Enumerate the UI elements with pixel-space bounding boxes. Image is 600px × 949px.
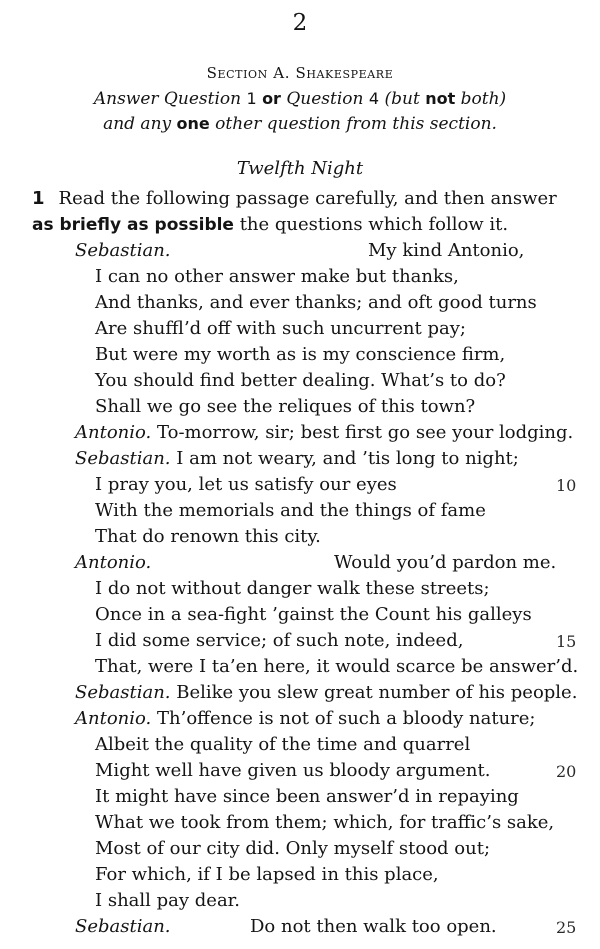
passage-line: Would you’d pardon me. [334,552,557,573]
play-title: Twelfth Night [236,158,364,179]
instruction-text: other question from this section. [215,114,497,134]
passage-line [75,448,519,469]
instruction-text: 4 [368,89,380,108]
instruction-text: (but [384,89,420,109]
question-emphasis: as briefly as possible [32,215,234,235]
passage-line: It might have since been answer’d in repaying [95,786,519,807]
passage-line: Are shuffl’d off with such uncurrent pay; [95,318,466,339]
page-number: 2 [292,10,308,36]
instruction-text: Answer Question [93,89,242,109]
passage-line: Shall we go see the reliques of this town? [95,396,476,417]
line-number: 25 [556,918,577,937]
speaker-name: Antonio. [75,422,152,443]
question-line-2 [32,214,580,235]
question-number: 1 [32,188,45,209]
speaker-name: Sebastian. [75,682,171,703]
passage-line [75,916,171,937]
question-text: the questions which follow it. [239,214,509,235]
line-number: 10 [556,476,577,495]
instruction-text: one [176,114,210,133]
passage-line: But were my worth as is my conscience firm, [95,344,506,365]
instruction-text: both) [460,89,507,109]
passage-line [75,422,573,443]
instruction-line-1 [0,89,600,109]
instruction-text: Question [286,89,364,109]
passage-line: Most of our city did. Only myself stood out; [95,838,491,859]
passage-text: I am not weary, and ’tis long to night; [176,448,519,469]
passage-line: For which, if I be lapsed in this place, [95,864,439,885]
question-line-1 [32,188,580,209]
speaker-name: Sebastian. [75,448,171,469]
passage-line: That do renown this city. [95,526,321,547]
passage-line [75,708,535,729]
instruction-text: or [262,89,281,108]
instruction-text: 1 [246,89,257,108]
passage-line: Albeit the quality of the time and quarrel [95,734,471,755]
speaker-name: Antonio. [75,552,152,573]
passage-line: You should find better dealing. What’s to do? [95,370,506,391]
passage-line: Might well have given us bloody argument. [95,760,491,781]
passage-line [75,552,151,573]
passage-text: Th’offence is not of such a bloody nature; [157,708,536,729]
passage-line: I did some service; of such note, indeed, [95,630,464,651]
passage-line: Once in a sea-fight ’gainst the Count his galleys [95,604,532,625]
passage-text: Belike you slew great number of his people. [176,682,578,703]
passage-line [75,240,171,261]
instruction-text: not [425,89,456,108]
line-number: 15 [556,632,577,651]
passage-line: My kind Antonio, [368,240,525,261]
speaker-name: Sebastian. [75,916,171,937]
question-text: Read the following passage carefully, and then answer [58,188,557,209]
instruction-text: and any [103,114,172,134]
instruction-line-2 [0,114,600,134]
passage-line: That, were I ta’en here, it would scarce be answer’d. [95,656,579,677]
passage-line [75,682,577,703]
passage-line: I can no other answer make but thanks, [95,266,459,287]
passage-line: I shall pay dear. [95,890,241,911]
line-number: 20 [556,762,577,781]
passage-line: I do not without danger walk these streets; [95,578,490,599]
passage-line: Do not then walk too open. [250,916,497,937]
speaker-name: Sebastian. [75,240,171,261]
passage-text: To-morrow, sir; best first go see your lodging. [157,422,574,443]
passage-line: I pray you, let us satisfy our eyes [95,474,397,495]
passage-line: And thanks, and ever thanks; and oft good turns [95,292,537,313]
section-heading: Section A. Shakespeare [206,64,394,82]
speaker-name: Antonio. [75,708,152,729]
passage-line: What we took from them; which, for traffic’s sake, [95,812,555,833]
passage-line: With the memorials and the things of fame [95,500,486,521]
